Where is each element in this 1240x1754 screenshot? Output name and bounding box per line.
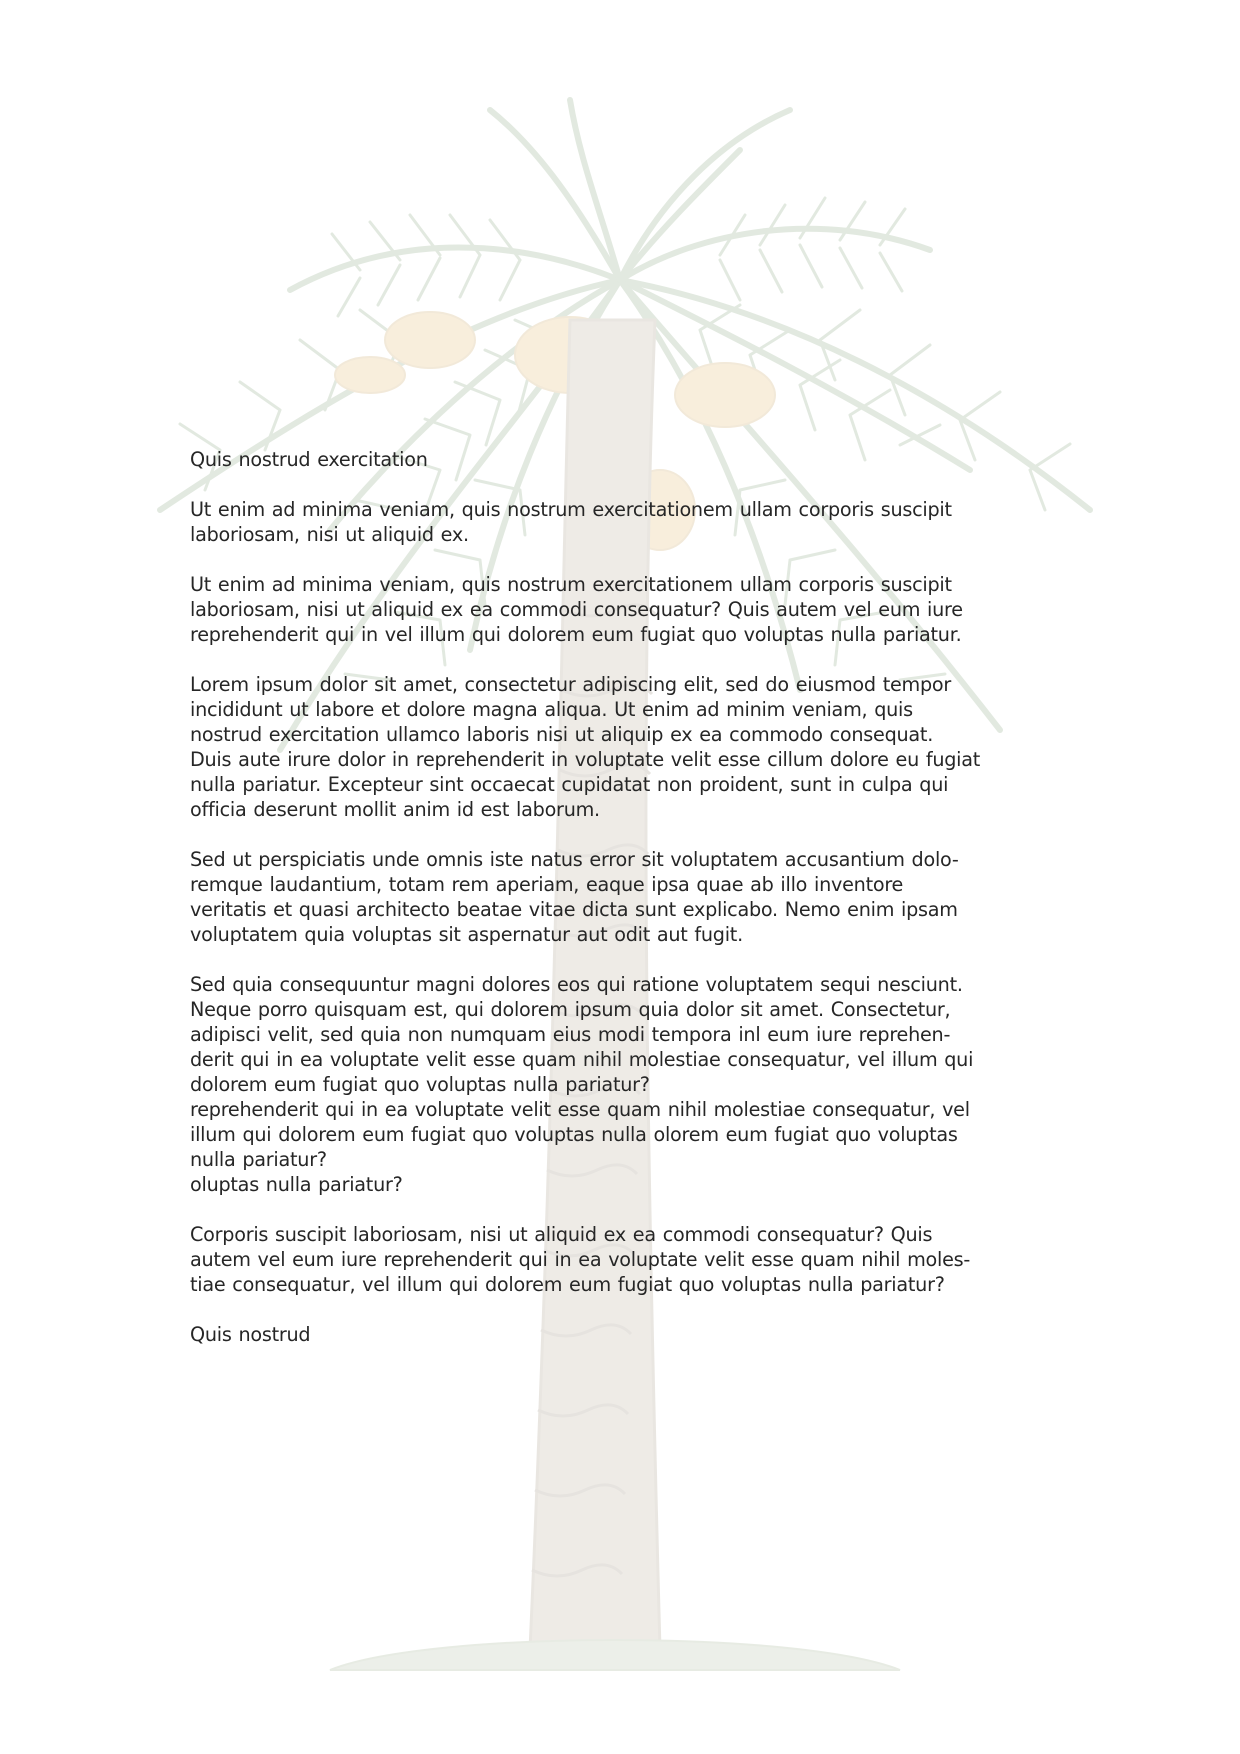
paragraph-5: Sed quia consequuntur magni dolores eos qui ratione voluptatem sequi nesciunt. Neque porro quisquam est, qui dolorem ipsum quia dolor sit amet. Consectetur, adipisci velit, sed quia non numquam eius modi tempora inl eum iure reprehen- derit qui in ea voluptate velit esse quam nihil molestiae consequatur, vel illum qui dolorem eum fugiat quo voluptas nulla pariatur? reprehenderit qui in ea voluptate velit esse quam nihil molestiae consequatur, vel illum qui dolorem eum fugiat quo voluptas nulla olorem eum fugiat quo voluptas nulla pariatur? oluptas nulla pariatur? xyxy=(190,973,974,1196)
paragraph-4: Sed ut perspiciatis unde omnis iste natus error sit voluptatem accusantium dolo- remque laudantium, totam rem aperiam, eaque ipsa quae ab illo inventore veritatis et quasi architecto beatae vitae dicta sunt explicabo. Nemo enim ipsam voluptatem quia voluptas sit aspernatur aut odit aut fugit. xyxy=(190,848,959,946)
paragraph-3: Lorem ipsum dolor sit amet, consectetur adipiscing elit, sed do eiusmod tempor incididunt ut labore et dolore magna aliqua. Ut enim ad minim veniam, quis nostrud exercitation ullamco laboris nisi ut aliquip ex ea commodo consequat. Duis aute irure dolor in reprehenderit in voluptate velit esse cillum dolore eu fugiat nulla pariatur. Excepteur sint occaecat cupidatat non proident, sunt in culpa qui officia deserunt mollit anim id est laborum. xyxy=(190,673,981,821)
paragraph-6: Corporis suscipit laboriosam, nisi ut aliquid ex ea commodi consequatur? Quis autem vel eum iure reprehenderit qui in ea voluptate velit esse quam nihil moles- tiae consequatur, vel illum qui dolorem eum fugiat quo voluptas nulla pariatur? xyxy=(190,1223,971,1296)
letter-closing: Quis nostrud xyxy=(190,1323,311,1346)
paragraph-2: Ut enim ad minima veniam, quis nostrum exercitationem ullam corporis suscipit laboriosam, nisi ut aliquid ex ea commodi consequatur? Quis autem vel eum iure reprehenderit qui in vel illum qui dolorem eum fugiat quo voluptas nulla pariatur. xyxy=(190,573,963,646)
paragraph-1: Ut enim ad minima veniam, quis nostrum exercitationem ullam corporis suscipit laboriosam, nisi ut aliquid ex. xyxy=(190,498,952,546)
letter-heading: Quis nostrud exercitation xyxy=(190,448,428,471)
letter-body xyxy=(190,447,1050,1347)
